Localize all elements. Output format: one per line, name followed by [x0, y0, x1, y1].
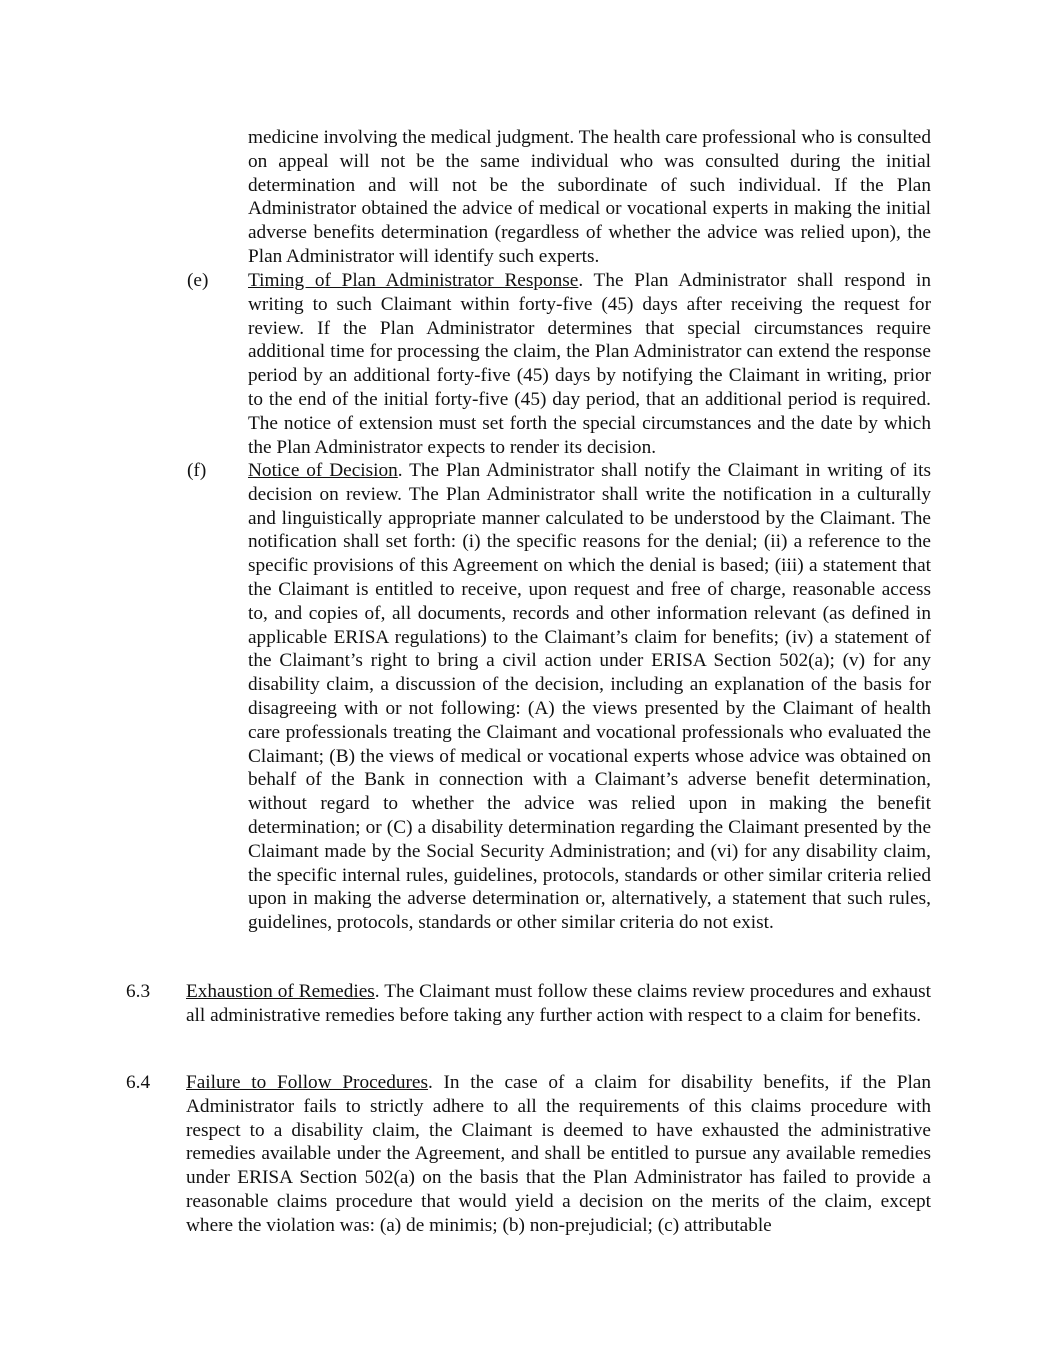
item-e-text: . The Plan Administrator shall respond in writing to such Claimant within forty-five (45) days after receiving the request for review. If the Plan Administrator determines that special circumstances require additional time for processing the claim, the Plan Administrator can extend the response period by an additional forty-five (45) days by notifying the Claimant in writing, prior to the end of the initial forty-five (45) day period, that an additional period is required. The notice of extension must set forth the special circumstances and the date by which the Plan Administrator expects to render its decision. [248, 270, 932, 458]
section-6-4-text: . In the case of a claim for disability benefits, if the Plan Administrator fails to strictly adhere to all the requirements of this claims procedure with respect to a disability claim, the Claimant is deemed to have exhausted the administrative remedies available under the Agreement, and shall be entitled to pursue any available remedies under ERISA Section 502(a) on the basis that the Plan Administrator has failed to provide a reasonable claims procedure that would yield a decision on the merits of the claim, except where the violation was: (a) de minimis; (b) non-prejudicial; (c) attributable [186, 1072, 931, 1236]
item-e-paragraph [248, 269, 931, 459]
item-f-text: . The Plan Administrator shall notify the Claimant in writing of its decision on review. The Plan Administrator shall write the notification in a culturally and linguistically appropriate manner calculated to be understood by the Claimant. The notification shall set forth: (i) the specific reasons for the denial; (ii) a reference to the specific provisions of this Agreement on which the denial is based; (iii) a statement that the Claimant is entitled to receive, upon request and free of charge, reasonable access to, and copies of, all documents, records and other information relevant (as defined in applicable ERISA regulations) to the Claimant’s claim for benefits; (iv) a statement of the Claimant’s right to bring a civil action under ERISA Section 502(a); (v) for any disability claim, a discussion of the decision, including an explanation of the basis for disagreeing with or not following: (A) the views presented by the Claimant of health care professionals treating the Claimant and vocational professionals who evaluated the Claimant; (B) the views of medical or vocational experts whose advice was obtained on behalf of the Bank in connection with a Claimant’s adverse benefit determination, without regard to whether the advice was relied upon in making the benefit determination; or (C) a disability determination regarding the Claimant presented by the Claimant made by the Social Security Administration; and (vi) for any disability claim, the specific internal rules, guidelines, protocols, standards or other similar criteria relied upon in making the adverse determination or, alternatively, a statement that such rules, guidelines, protocols, standards or other similar criteria do not exist. [248, 460, 931, 934]
section-6-3-heading: Exhaustion of Remedies [186, 981, 375, 1002]
section-6-3-text: . The Claimant must follow these claims review procedures and exhaust all administrative remedies before taking any further action with respect to a claim for benefits. [186, 981, 931, 1026]
item-f-heading: Notice of Decision [248, 460, 398, 481]
section-6-4-paragraph [186, 1071, 931, 1238]
paragraph-d-continuation: medicine involving the medical judgment. The health care professional who is consulted on appeal will not be the same individual who was consulted during the initial determination and will not be the subordinate of such individual. If the Plan Administrator obtained the advice of medical or vocational experts in making the initial adverse benefits determination (regardless of whether the advice was relied upon), the Plan Administrator will identify such experts. [248, 127, 931, 267]
section-6-4-number: 6.4 [126, 1072, 151, 1093]
item-e-label: (e) [187, 270, 209, 291]
item-f-paragraph [248, 459, 931, 935]
item-f-label: (f) [187, 460, 207, 481]
section-6-4-heading: Failure to Follow Procedures [186, 1072, 428, 1093]
section-6-3-paragraph [186, 980, 931, 1028]
section-6-3-number: 6.3 [126, 981, 151, 1002]
item-e-heading: Timing of Plan Administrator Response [248, 270, 579, 291]
